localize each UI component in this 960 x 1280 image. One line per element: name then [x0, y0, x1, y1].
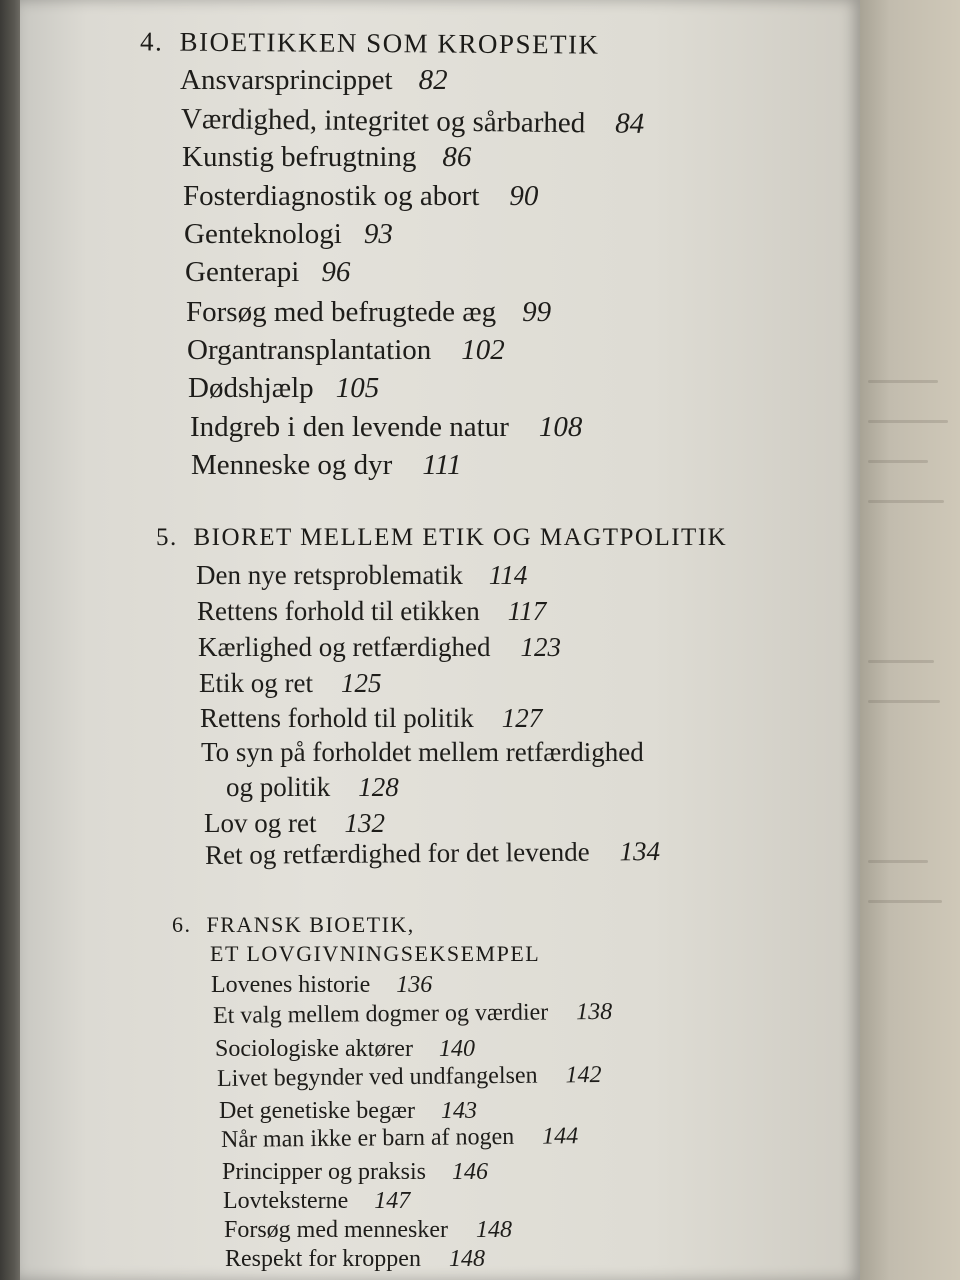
entry-page-number: 84 [615, 107, 645, 140]
entry-page-number: 136 [396, 972, 433, 998]
toc-entry[interactable] [204, 808, 385, 839]
section-title: FRANSK BIOETIK, [206, 912, 415, 937]
entry-title: Lov og ret [204, 808, 317, 838]
entry-page-number: 140 [438, 1036, 475, 1062]
entry-page-number: 132 [344, 808, 385, 838]
show-through-text [868, 380, 938, 383]
entry-page-number: 148 [475, 1217, 512, 1243]
section-title-continued: ET LOVGIVNINGSEKSEMPEL [210, 941, 541, 966]
entry-page-number: 102 [461, 334, 505, 366]
entry-title: Ansvarsprincippet [180, 64, 393, 96]
toc-entry[interactable] [196, 560, 527, 591]
section-heading [156, 524, 727, 552]
entry-page-number: 146 [451, 1159, 488, 1185]
entry-page-number: 128 [358, 772, 399, 802]
entry-title: Når man ikke er barn af nogen [220, 1123, 515, 1153]
toc-entry[interactable] [213, 999, 613, 1030]
toc-entry[interactable] [223, 1188, 410, 1215]
entry-title: To syn på forholdet mellem retfærdighed [201, 737, 644, 767]
entry-page-number: 114 [488, 560, 528, 590]
toc-entry[interactable] [211, 972, 432, 999]
toc-entry[interactable] [199, 668, 381, 699]
entry-page-number: 127 [501, 703, 543, 733]
toc-entry[interactable] [183, 180, 538, 213]
toc-page [20, 0, 860, 1280]
entry-page-number: 125 [340, 668, 382, 698]
toc-entry[interactable] [182, 141, 471, 174]
entry-title: Rettens forhold til etikken [197, 596, 480, 626]
section-number: 5. [156, 524, 178, 551]
section-heading-line-2 [210, 941, 540, 967]
toc-entry[interactable] [185, 256, 350, 289]
entry-title: Kunstig befrugtning [182, 141, 417, 173]
toc-entry[interactable] [198, 632, 561, 663]
entry-title: Fosterdiagnostik og abort [183, 180, 480, 212]
entry-page-number: 93 [363, 218, 393, 250]
toc-entry[interactable] [225, 1246, 485, 1273]
entry-page-number: 144 [542, 1123, 579, 1150]
toc-entry[interactable] [219, 1098, 477, 1125]
toc-entry[interactable] [184, 218, 393, 251]
entry-title: Det genetiske begær [219, 1098, 415, 1124]
entry-title: Den nye retsproblematik [196, 560, 463, 590]
entry-title: Principper og praksis [222, 1159, 426, 1185]
entry-page-number: 105 [335, 372, 380, 404]
toc-entry[interactable] [222, 1159, 488, 1186]
entry-title: Lovenes historie [211, 972, 371, 998]
entry-title: Et valg mellem dogmer og værdier [212, 999, 549, 1029]
toc-entry[interactable] [200, 703, 542, 734]
entry-title: Menneske og dyr [191, 449, 393, 481]
section-title: BIOETIKKEN SOM KROPSETIK [179, 26, 600, 60]
entry-page-number: 108 [538, 411, 583, 443]
entry-title: Forsøg med mennesker [224, 1217, 448, 1243]
entry-page-number: 134 [619, 836, 661, 867]
show-through-text [868, 700, 940, 703]
entry-page-number: 148 [448, 1246, 485, 1272]
show-through-text [868, 660, 934, 663]
toc-entry[interactable] [180, 64, 448, 97]
toc-entry[interactable] [226, 772, 399, 803]
section-title: BIORET MELLEM ETIK OG MAGTPOLITIK [193, 524, 728, 551]
toc-entry[interactable] [217, 1062, 602, 1093]
show-through-text [868, 460, 928, 463]
entry-page-number: 138 [576, 998, 613, 1026]
entry-page-number: 143 [440, 1098, 477, 1124]
entry-title: Forsøg med befrugtede æg [186, 296, 497, 328]
entry-page-number: 147 [374, 1188, 411, 1214]
adjacent-page [860, 0, 960, 1280]
entry-page-number: 82 [418, 64, 448, 96]
entry-page-number: 99 [522, 296, 552, 328]
entry-page-number: 117 [507, 596, 547, 626]
show-through-text [868, 860, 928, 863]
entry-title: Værdighed, integritet og sårbarhed [180, 103, 586, 140]
toc-entry[interactable] [191, 449, 462, 482]
section-heading [172, 912, 415, 938]
entry-title: Sociologiske aktører [215, 1036, 413, 1062]
toc-entry[interactable] [221, 1123, 578, 1154]
entry-title: Etik og ret [199, 668, 313, 698]
entry-page-number: 111 [422, 449, 462, 481]
section-heading [140, 26, 600, 60]
entry-page-number: 96 [321, 256, 351, 288]
entry-title: Respekt for kroppen [225, 1246, 421, 1272]
entry-title: Genterapi [185, 256, 300, 288]
entry-title: Genteknologi [184, 218, 342, 250]
toc-entry[interactable] [188, 372, 379, 405]
toc-entry[interactable] [224, 1217, 512, 1244]
entry-title: Ret og retfærdighed for det levende [204, 836, 590, 870]
toc-entry[interactable] [205, 836, 660, 871]
entry-page-number: 90 [509, 180, 539, 212]
entry-title: og politik [226, 772, 331, 802]
entry-page-number: 123 [520, 632, 561, 662]
toc-entry[interactable] [197, 596, 546, 627]
toc-entry[interactable] [186, 296, 551, 329]
section-number: 6. [172, 912, 192, 937]
entry-title: Indgreb i den levende natur [190, 411, 509, 443]
show-through-text [868, 900, 942, 903]
entry-title: Lovteksterne [223, 1188, 349, 1214]
entry-title: Rettens forhold til politik [200, 703, 474, 733]
entry-title: Dødshjælp [188, 372, 314, 404]
entry-page-number: 142 [565, 1061, 602, 1089]
toc-entry[interactable] [201, 737, 644, 768]
entry-title: Kærlighed og retfærdighed [198, 632, 491, 662]
show-through-text [868, 500, 944, 503]
toc-entry[interactable] [187, 334, 505, 367]
entry-title: Organtransplantation [187, 334, 432, 366]
toc-entry[interactable] [190, 411, 582, 444]
toc-entry[interactable] [215, 1036, 475, 1063]
toc-entry[interactable] [181, 103, 645, 141]
show-through-text [868, 420, 948, 423]
section-number: 4. [139, 26, 164, 57]
entry-page-number: 86 [442, 141, 472, 173]
entry-title: Livet begynder ved undfangelsen [216, 1062, 538, 1092]
